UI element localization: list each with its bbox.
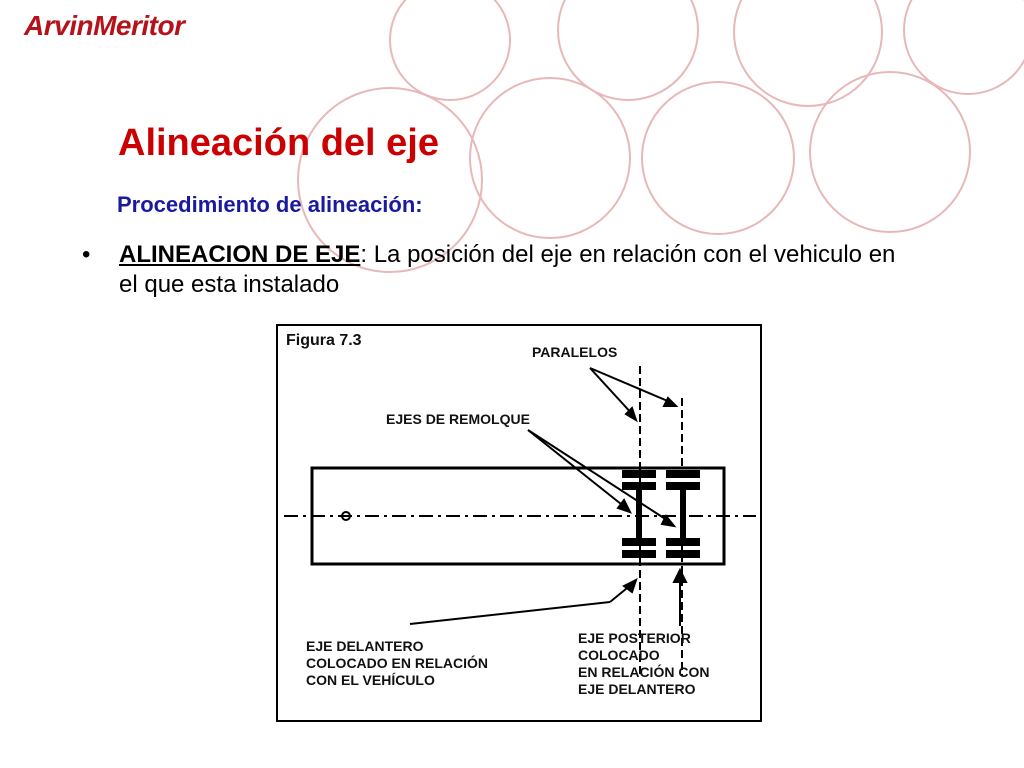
eje-delantero-arrow [410, 580, 636, 624]
bullet-text [119, 240, 919, 300]
bullet-symbol: • [82, 241, 91, 268]
front-axle [622, 470, 656, 558]
slide-title: Alineación del eje [118, 122, 439, 164]
label-eje-delantero: EJE DELANTERO COLOCADO EN RELACIÓN CON EL VEHÍCULO [306, 638, 488, 688]
label-ejes-remolque: EJES DE REMOLQUE [386, 411, 530, 427]
figure-title: Figura 7.3 [286, 332, 362, 349]
rear-axle [666, 470, 700, 558]
eje-posterior-arrow [674, 570, 686, 626]
slide-subtitle: Procedimiento de alineación: [117, 192, 423, 217]
paralelos-arrows [590, 368, 676, 420]
arvinmeritor-logo: ArvinMeritor [24, 10, 185, 41]
bullet-term: ALINEACION DE EJE [119, 241, 361, 268]
label-eje-posterior: EJE POSTERIOR COLOCADO EN RELACIÓN CON EJE DELANTERO [578, 630, 710, 697]
bullet-description: : La posición del eje en relación con el vehiculo en el que esta instalado [119, 241, 896, 298]
label-paralelos: PARALELOS [532, 344, 618, 360]
axle-alignment-figure [276, 324, 762, 722]
